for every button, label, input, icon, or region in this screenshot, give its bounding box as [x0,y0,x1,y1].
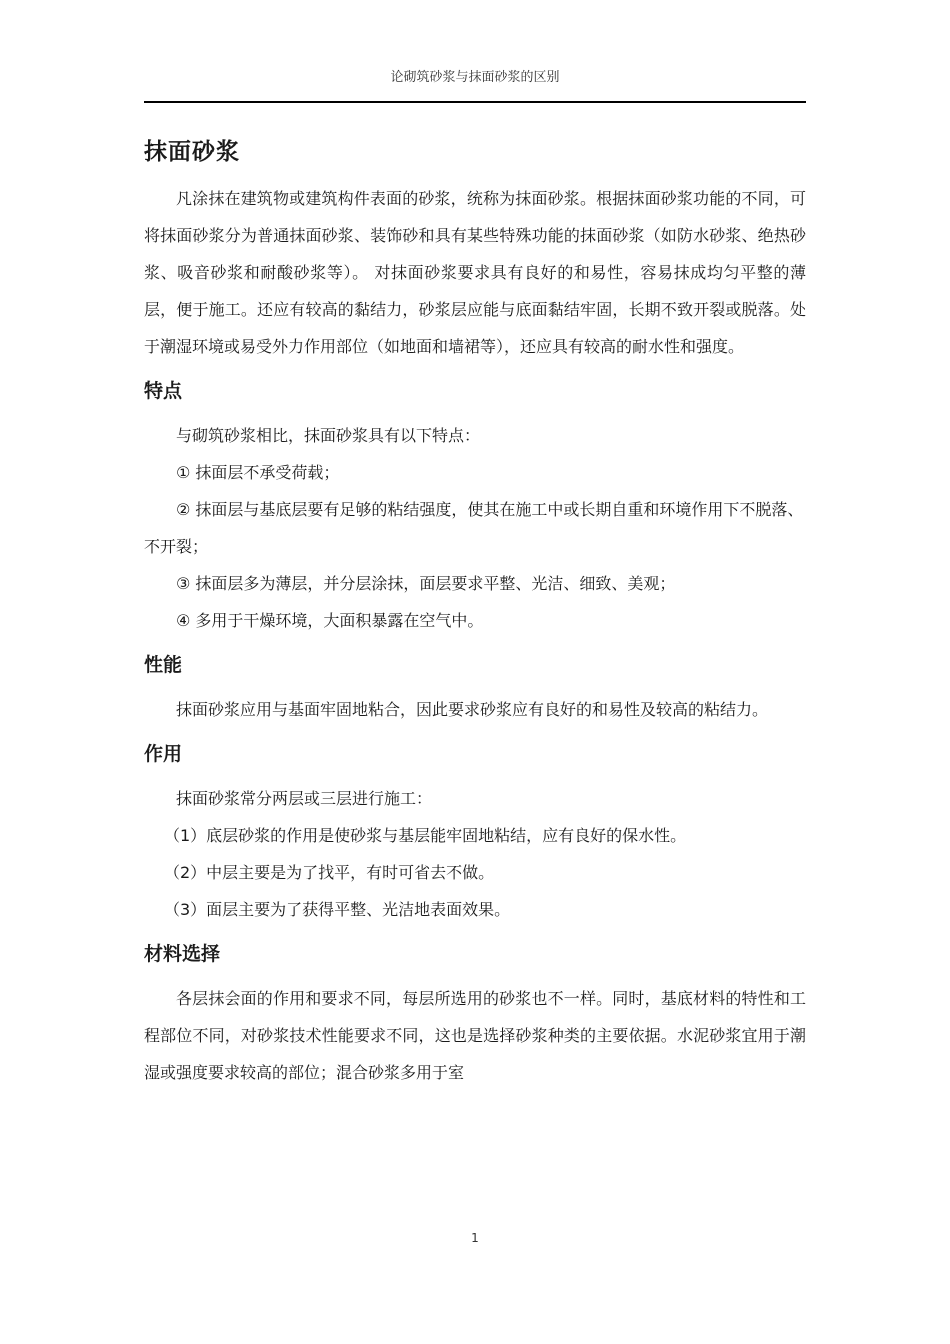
section-heading-features: 特点 [144,380,183,402]
material-paragraph: 各层抹会面的作用和要求不同，每层所选用的砂浆也不一样。同时，基底材料的特性和工程部位不同，对砂浆技术性能要求不同，这也是选择砂浆种类的主要依据。水泥砂浆宜用于潮湿或强度要求较高的部位；混合砂浆多用于室 [144,989,806,1082]
list-item: ③ 抹面层多为薄层，并分层涂抹，面层要求平整、光洁、细致、美观； [176,574,676,593]
list-item: ④ 多用于干燥环境，大面积暴露在空气中。 [176,611,484,630]
page-number: 1 [471,1231,479,1245]
list-item: ② 抹面层与基底层要有足够的粘结强度，使其在施工中或长期自重和环境作用下不脱落、不开裂； [144,500,804,556]
section-heading-performance: 性能 [144,654,183,676]
header-divider [144,101,806,103]
list-item: （2）中层主要是为了找平，有时可省去不做。 [164,863,495,882]
document-body [144,134,806,1091]
list-item: （3）面层主要为了获得平整、光洁地表面效果。 [164,900,511,919]
section-heading-function: 作用 [144,743,183,765]
list-item: （1）底层砂浆的作用是使砂浆与基层能牢固地粘结，应有良好的保水性。 [164,826,687,845]
function-lead: 抹面砂浆常分两层或三层进行施工： [176,789,433,808]
list-item: ① 抹面层不承受荷载； [176,463,340,482]
section-heading-material: 材料选择 [144,943,221,965]
performance-paragraph: 抹面砂浆应用与基面牢固地粘合，因此要求砂浆应有良好的和易性及较高的粘结力。 [176,700,769,719]
features-lead: 与砌筑砂浆相比，抹面砂浆具有以下特点： [176,426,481,445]
running-header: 论砌筑砂浆与抹面砂浆的区别 [390,70,560,85]
intro-paragraph: 凡涂抹在建筑物或建筑构件表面的砂浆，统称为抹面砂浆。根据抹面砂浆功能的不同，可将抹面砂浆分为普通抹面砂浆、装饰砂和具有某些特殊功能的抹面砂浆（如防水砂浆、绝热砂浆、吸音砂浆和耐酸砂浆等）。 对抹面砂浆要求具有良好的和易性，容易抹成均匀平整的薄层，便于施工。还应有较高的黏结力，砂浆层应能与底面黏结牢固，长期不致开裂或脱落。处于潮湿环境或易受外力作用部位（如地面和墙裙等），还应具有较高的耐水性和强度。 [144,189,806,356]
page-title: 抹面砂浆 [144,139,240,165]
